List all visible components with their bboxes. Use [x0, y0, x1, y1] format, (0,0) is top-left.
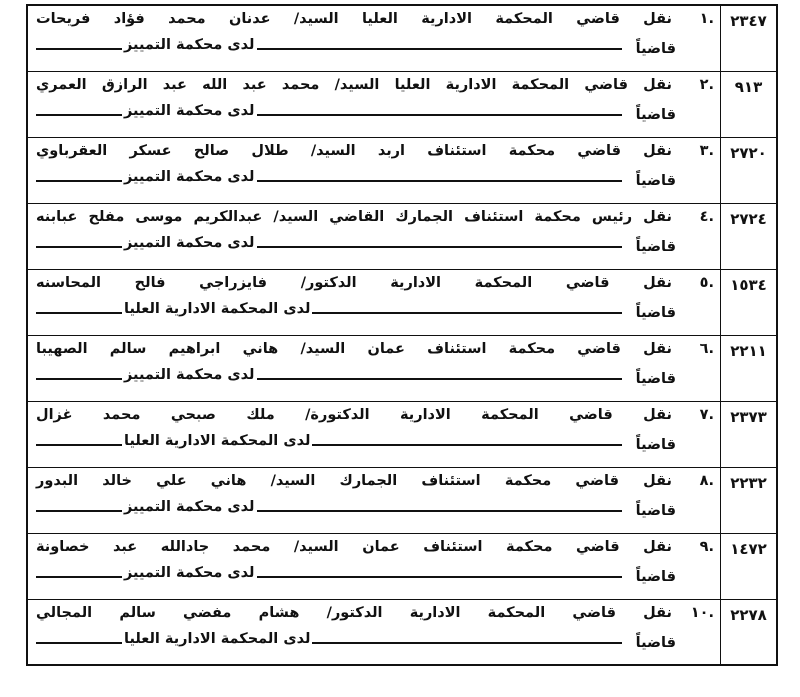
item-index: .٩	[699, 538, 714, 555]
table-row	[27, 335, 777, 401]
decision-cell	[27, 401, 721, 467]
serial-number: ٢٢١١	[730, 341, 767, 360]
serial-number-cell	[721, 5, 778, 71]
serial-number: ٢٣٧٣	[730, 407, 767, 426]
serial-number: ٢٢٣٢	[730, 473, 767, 492]
assignment-line	[28, 167, 720, 199]
decision-line	[28, 600, 720, 629]
assignment-line	[28, 35, 720, 67]
assignment-line	[28, 497, 720, 529]
serial-number-cell	[721, 269, 778, 335]
rank-label: قاضياً	[635, 238, 676, 255]
court-name: لدى محكمة التمييز	[124, 102, 255, 119]
table-body	[27, 5, 777, 665]
serial-number: ٢٧٢٤	[730, 209, 767, 228]
rank-label: قاضياً	[635, 436, 676, 453]
decision-text: نقل قاضي محكمة استئناف عمان السيد/ هاني ابراهيم سالم الصهيبا	[36, 340, 672, 357]
table-row	[27, 71, 777, 137]
item-index: .٢	[699, 76, 714, 93]
item-index: .٤	[699, 208, 714, 225]
item-index: .٣	[699, 142, 714, 159]
assignment-line	[28, 431, 720, 463]
decision-line	[28, 336, 720, 365]
decision-line	[28, 534, 720, 563]
table-row	[27, 467, 777, 533]
court-name: لدى المحكمة الادارية العليا	[124, 432, 311, 449]
serial-number-cell	[721, 401, 778, 467]
decision-line	[28, 138, 720, 167]
rank-label: قاضياً	[635, 41, 676, 57]
serial-number-cell	[721, 137, 778, 203]
decision-cell	[27, 533, 721, 599]
serial-number: ١٥٣٤	[730, 275, 767, 294]
rank-label: قاضياً	[635, 502, 676, 519]
decision-cell	[27, 467, 721, 533]
rank-label: قاضياً	[635, 370, 676, 387]
decision-text: نقل قاضي محكمة استئناف اربد السيد/ طلال صالح عسكر العقرباوي	[36, 142, 672, 159]
assignment-line	[28, 233, 720, 265]
court-name: لدى محكمة التمييز	[124, 234, 255, 251]
decision-text: نقل رئيس محكمة استئناف الجمارك القاضي السيد/ عبدالكريم موسى مفلح عبابنه	[36, 208, 672, 225]
decision-cell	[27, 203, 721, 269]
rank-label: قاضياً	[635, 634, 676, 651]
table-row	[27, 5, 777, 71]
serial-number: ٢٣٤٧	[730, 12, 767, 30]
court-name: لدى محكمة التمييز	[124, 498, 255, 515]
table-row	[27, 599, 777, 665]
table-row	[27, 137, 777, 203]
decision-text: نقل قاضي المحكمة الادارية العليا السيد/ عدنان محمد فؤاد فريحات	[36, 11, 672, 27]
serial-number: ١٤٧٢	[730, 539, 767, 558]
serial-number-cell	[721, 533, 778, 599]
item-index: .١٠	[690, 604, 714, 621]
serial-number-cell	[721, 599, 778, 665]
court-name: لدى المحكمة الادارية العليا	[124, 630, 311, 647]
court-name: لدى محكمة التمييز	[124, 366, 255, 383]
serial-number: ٢٧٢٠	[730, 143, 767, 162]
decision-text: نقل قاضي المحكمة الادارية الدكتور/ هشام مفضي سالم المجالي	[36, 604, 672, 621]
court-name: لدى المحكمة الادارية العليا	[124, 300, 311, 317]
decision-cell	[27, 71, 721, 137]
serial-number: ٢٢٧٨	[730, 605, 767, 624]
assignment-line	[28, 101, 720, 133]
decision-line	[28, 204, 720, 233]
table-row	[27, 533, 777, 599]
decision-text: نقل قاضي المحكمة الادارية العليا السيد/ محمد عبد الله عبد الرازق العمري	[36, 76, 672, 93]
item-index: .٦	[699, 340, 714, 357]
decision-text: نقل قاضي محكمة استئناف الجمارك السيد/ هاني علي خالد البدور	[36, 472, 672, 489]
rank-label: قاضياً	[635, 568, 676, 585]
serial-number: ٩١٣	[734, 77, 763, 96]
assignment-line	[28, 365, 720, 397]
table-row	[27, 269, 777, 335]
decision-cell	[27, 335, 721, 401]
decision-cell	[27, 137, 721, 203]
rank-label: قاضياً	[635, 172, 676, 189]
table-row	[27, 401, 777, 467]
serial-number-cell	[721, 71, 778, 137]
decision-line	[28, 402, 720, 431]
decision-line	[28, 6, 720, 35]
item-index: .٨	[699, 472, 714, 489]
decision-line	[28, 468, 720, 497]
serial-number-cell	[721, 335, 778, 401]
assignment-line	[28, 629, 720, 661]
decision-text: نقل قاضي محكمة استئناف عمان السيد/ محمد جادالله عبد خصاونة	[36, 538, 672, 555]
rank-label: قاضياً	[635, 304, 676, 321]
item-index: .٧	[699, 406, 714, 423]
item-index: .٥	[699, 274, 714, 291]
decision-text: نقل قاضي المحكمة الادارية الدكتورة/ ملك صبحي محمد غزال	[36, 406, 672, 423]
court-name: لدى محكمة التمييز	[124, 37, 255, 53]
decision-cell	[27, 269, 721, 335]
table-row	[27, 203, 777, 269]
court-name: لدى محكمة التمييز	[124, 564, 255, 581]
assignment-line	[28, 299, 720, 331]
court-name: لدى محكمة التمييز	[124, 168, 255, 185]
decision-text: نقل قاضي المحكمة الادارية الدكتور/ فايزراجي فالح المحاسنه	[36, 274, 672, 291]
serial-number-cell	[721, 203, 778, 269]
decision-cell	[27, 5, 721, 71]
serial-number-cell	[721, 467, 778, 533]
assignment-line	[28, 563, 720, 595]
decision-cell	[27, 599, 721, 665]
item-index: .١	[699, 11, 714, 27]
rank-label: قاضياً	[635, 106, 676, 123]
decision-line	[28, 72, 720, 101]
transfer-table	[26, 4, 778, 666]
decision-line	[28, 270, 720, 299]
